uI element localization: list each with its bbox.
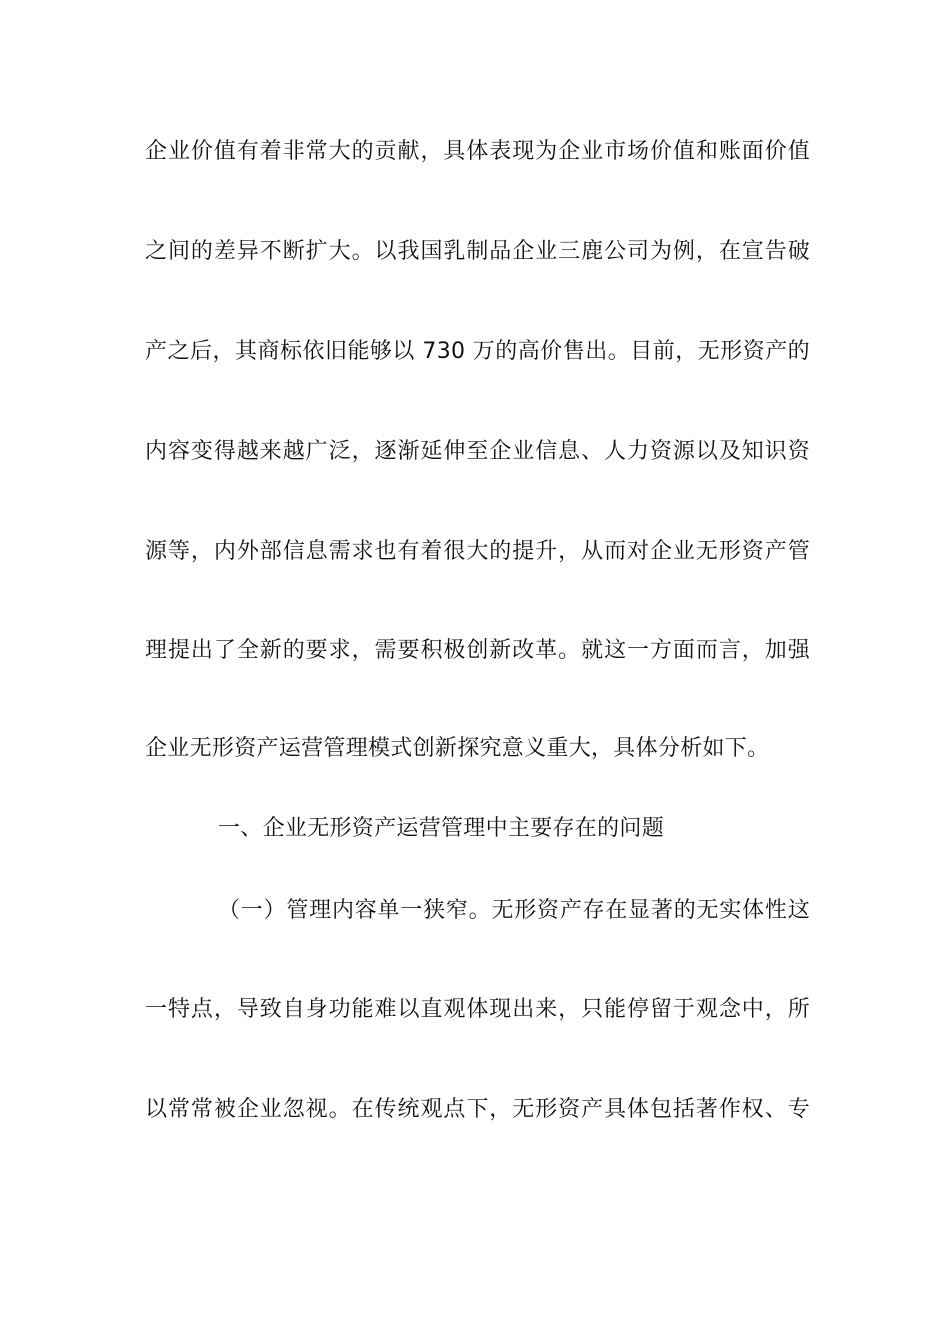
paragraph-line: 内容变得越来越广泛，逐渐延伸至企业信息、人力资源以及知识资 (145, 439, 810, 464)
paragraph-line: 产之后，其商标依旧能够以 730 万的高价售出。目前，无形资产的 (145, 339, 810, 364)
paragraph-line: 源等，内外部信息需求也有着很大的提升，从而对企业无形资产管 (145, 539, 810, 564)
paragraph-line: 企业价值有着非常大的贡献，具体表现为企业市场价值和账面价值 (145, 139, 810, 164)
subsection-heading-line: （一）管理内容单一狭窄。无形资产存在显著的无实体性这 (218, 898, 810, 923)
section-heading: 一、企业无形资产运营管理中主要存在的问题 (218, 816, 665, 841)
paragraph-line-last: 企业无形资产运营管理模式创新探究意义重大，具体分析如下。 (145, 736, 770, 761)
paragraph-line: 理提出了全新的要求，需要积极创新改革。就这一方面而言，加强 (145, 638, 810, 663)
paragraph-line: 以常常被企业忽视。在传统观点下，无形资产具体包括著作权、专 (145, 1097, 810, 1122)
paragraph-line: 之间的差异不断扩大。以我国乳制品企业三鹿公司为例，在宣告破 (145, 239, 810, 264)
paragraph-line: 一特点，导致自身功能难以直观体现出来，只能停留于观念中，所 (145, 997, 810, 1022)
